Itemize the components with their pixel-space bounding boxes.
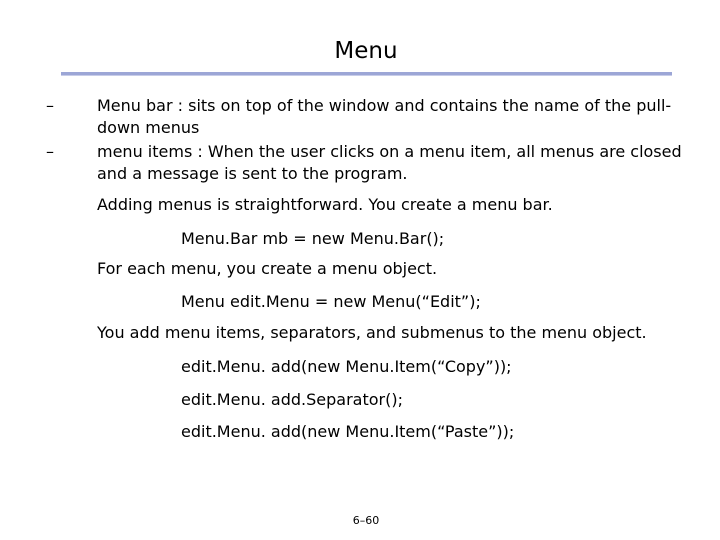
page-number: 6–60 [352,514,380,527]
slide-title: Menu [334,38,398,64]
bullet-text: menu items : When the user clicks on a menu item, all menus are closed and a message is sent to the program. [97,142,682,183]
title-divider [61,72,672,76]
bullet-dash: – [46,142,54,161]
code-line-add-separator: edit.Menu. add.Separator(); [181,390,403,409]
code-line-add-copy: edit.Menu. add(new Menu.Item(“Copy”)); [181,357,512,376]
code-line-menubar: Menu.Bar mb = new Menu.Bar(); [181,229,445,248]
paragraph-create-menu-object: For each menu, you create a menu object. [97,259,438,278]
paragraph-create-menu-bar: Adding menus is straightforward. You create a menu bar. [97,195,553,214]
paragraph-add-menu-items: You add menu items, separators, and submenus to the menu object. [97,323,647,342]
bullet-text: Menu bar : sits on top of the window and contains the name of the pull-down menus [97,96,672,137]
bullet-dash: – [46,96,54,115]
code-line-edit-menu: Menu edit.Menu = new Menu(“Edit”); [181,292,481,311]
code-line-add-paste: edit.Menu. add(new Menu.Item(“Paste”)); [181,422,515,441]
